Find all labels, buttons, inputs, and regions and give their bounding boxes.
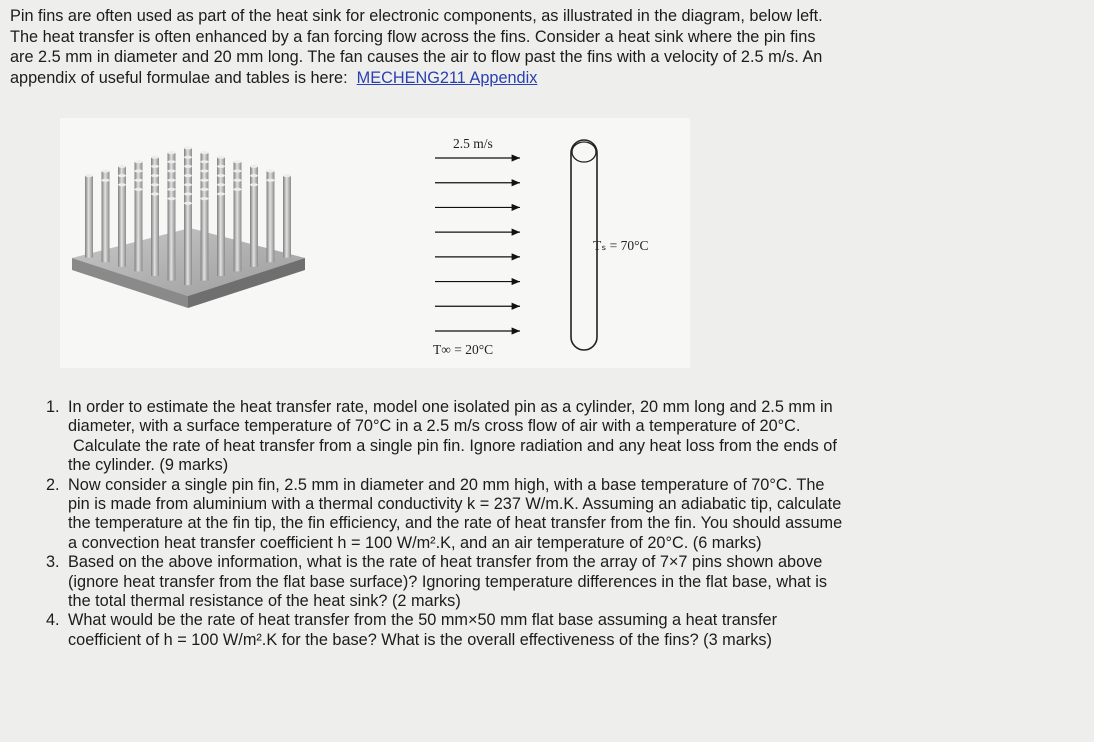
- pin-fin-tip: [151, 156, 159, 159]
- question-number: 3.: [46, 553, 60, 572]
- pin-fin-tip: [201, 197, 209, 200]
- question-line: Calculate the rate of heat transfer from a single pin fin. Ignore radiation and any heat loss from the ends of: [73, 436, 837, 455]
- pin-fin: [168, 199, 176, 281]
- pin-fin-tip: [250, 183, 258, 186]
- pin-fin-tip: [118, 174, 126, 177]
- pin-fin-tip: [168, 160, 176, 163]
- intro-line: are 2.5 mm in diameter and 20 mm long. The fan causes the air to flow past the fins with a velocity of 2.5 m/s. An: [10, 48, 823, 66]
- intro-line: Pin fins are often used as part of the heat sink for electronic components, as illustrated in the diagram, below left.: [10, 7, 823, 25]
- pin-fin: [118, 185, 126, 267]
- pin-fin-tip: [184, 183, 192, 186]
- pin-fin-tip: [184, 174, 192, 177]
- question-number: 4.: [46, 611, 60, 630]
- pin-fin: [151, 194, 159, 276]
- pin-fin-tip: [217, 183, 225, 186]
- question-line: the total thermal resistance of the heat sink? (2 marks): [68, 592, 461, 611]
- pin-fin-tip: [85, 174, 93, 177]
- pin-fin-tip: [250, 165, 258, 168]
- pin-fin-tip: [201, 188, 209, 191]
- pin-fin: [250, 185, 258, 267]
- pin-fin-tip: [184, 146, 192, 149]
- pin-fin-tip: [168, 179, 176, 182]
- question-line: coefficient of h = 100 W/m².K for the base? What is the overall effectiveness of the fins? (3 marks): [68, 630, 772, 649]
- pin-fin-tip: [135, 179, 143, 182]
- pin-fin-tip: [267, 179, 275, 182]
- appendix-link[interactable]: MECHENG211 Appendix: [356, 68, 538, 87]
- question-item: [46, 611, 1088, 650]
- pin-fin-tip: [151, 192, 159, 195]
- pin-fin-tip: [201, 160, 209, 163]
- question-number: 2.: [46, 475, 60, 494]
- pin-fin-tip: [151, 174, 159, 177]
- pin-fin-tip: [168, 197, 176, 200]
- question-item: [46, 398, 1088, 476]
- pin-fin-tip: [118, 165, 126, 168]
- ambient-temperature-label: T∞ = 20°C: [433, 342, 494, 357]
- pin-fin-tip: [184, 202, 192, 205]
- pin-fin-tip: [217, 165, 225, 168]
- pin-fin-tip: [234, 188, 242, 191]
- question-line: What would be the rate of heat transfer from the 50 mm×50 mm flat base assuming a heat transfer: [68, 611, 778, 630]
- pin-fin-tip: [118, 183, 126, 186]
- question-line: pin is made from aluminium with a thermal conductivity k = 237 W/m.K. Assuming an adiabatic tip, calculate: [68, 495, 842, 514]
- pin-fin-tip: [201, 179, 209, 182]
- pin-fin-tip: [184, 165, 192, 168]
- pin-fin-tip: [250, 174, 258, 177]
- question-line: a convection heat transfer coefficient h = 100 W/m².K, and an air temperature of 20°C. (6 marks): [68, 533, 762, 552]
- pin-fin-tip: [184, 156, 192, 159]
- question-item: [46, 553, 1088, 611]
- pin-fin: [201, 199, 209, 281]
- question-line: Based on the above information, what is the rate of heat transfer from the array of 7×7 pins shown above: [68, 553, 823, 572]
- intro-line: The heat transfer is often enhanced by a fan forcing flow across the fins. Consider a heat sink where the pin fins: [10, 27, 816, 46]
- intro-line-with-link: [10, 68, 1085, 89]
- pin-fin-tip: [201, 169, 209, 172]
- pin-fin-tip: [234, 169, 242, 172]
- pin-fin-tip: [283, 174, 291, 177]
- pin-fin: [283, 176, 291, 258]
- pin-fin-tip: [168, 169, 176, 172]
- pin-fin: [135, 189, 143, 271]
- surface-temperature-label: Tₛ = 70°C: [593, 238, 649, 253]
- pin-fin-tip: [234, 160, 242, 163]
- pin-fin: [234, 189, 242, 271]
- velocity-label: 2.5 m/s: [453, 136, 493, 151]
- pin-fin-tip: [184, 192, 192, 195]
- pin-fin-tip: [168, 151, 176, 154]
- pin-fin-tip: [135, 188, 143, 191]
- heat-sink-figure: [60, 118, 690, 368]
- pin-fin-tip: [135, 169, 143, 172]
- question-number: 1.: [46, 398, 60, 416]
- pin-fin-tip: [217, 192, 225, 195]
- question-line: the temperature at the fin tip, the fin efficiency, and the rate of heat transfer from the fin. You should assume: [68, 514, 843, 533]
- question-line: (ignore heat transfer from the flat base surface)? Ignoring temperature differences in the flat base, what is: [68, 572, 827, 591]
- question-line: diameter, with a surface temperature of 70°C in a 2.5 m/s cross flow of air with a temperature of 20°C.: [68, 417, 801, 436]
- pin-fin-tip: [135, 160, 143, 163]
- pin-fin-tip: [217, 174, 225, 177]
- pin-fin: [184, 203, 192, 285]
- pin-fin-tip: [201, 151, 209, 154]
- question-line: the cylinder. (9 marks): [68, 456, 229, 475]
- question-list: [46, 398, 1088, 650]
- pin-fin: [85, 176, 93, 258]
- pin-fin-tip: [234, 179, 242, 182]
- question-line: Now consider a single pin fin, 2.5 mm in diameter and 20 mm high, with a base temperature of 70°C. The: [68, 475, 825, 494]
- pin-fin-tip: [168, 188, 176, 191]
- pin-fin-tip: [151, 165, 159, 168]
- pin-fin: [217, 194, 225, 276]
- pin-fin-tip: [151, 183, 159, 186]
- intro-paragraph: [10, 6, 1085, 88]
- pin-fin: [102, 180, 110, 262]
- pin-fin: [267, 180, 275, 262]
- pin-fin-tip: [102, 179, 110, 182]
- pin-fin-tip: [217, 156, 225, 159]
- question-item: [46, 476, 1088, 554]
- pin-fin-tip: [267, 169, 275, 172]
- question-line: In order to estimate the heat transfer rate, model one isolated pin as a cylinder, 20 mm long and 2.5 mm in: [68, 398, 833, 416]
- pin-fin-tip: [102, 169, 110, 172]
- intro-line: appendix of useful formulae and tables is here:: [10, 68, 348, 87]
